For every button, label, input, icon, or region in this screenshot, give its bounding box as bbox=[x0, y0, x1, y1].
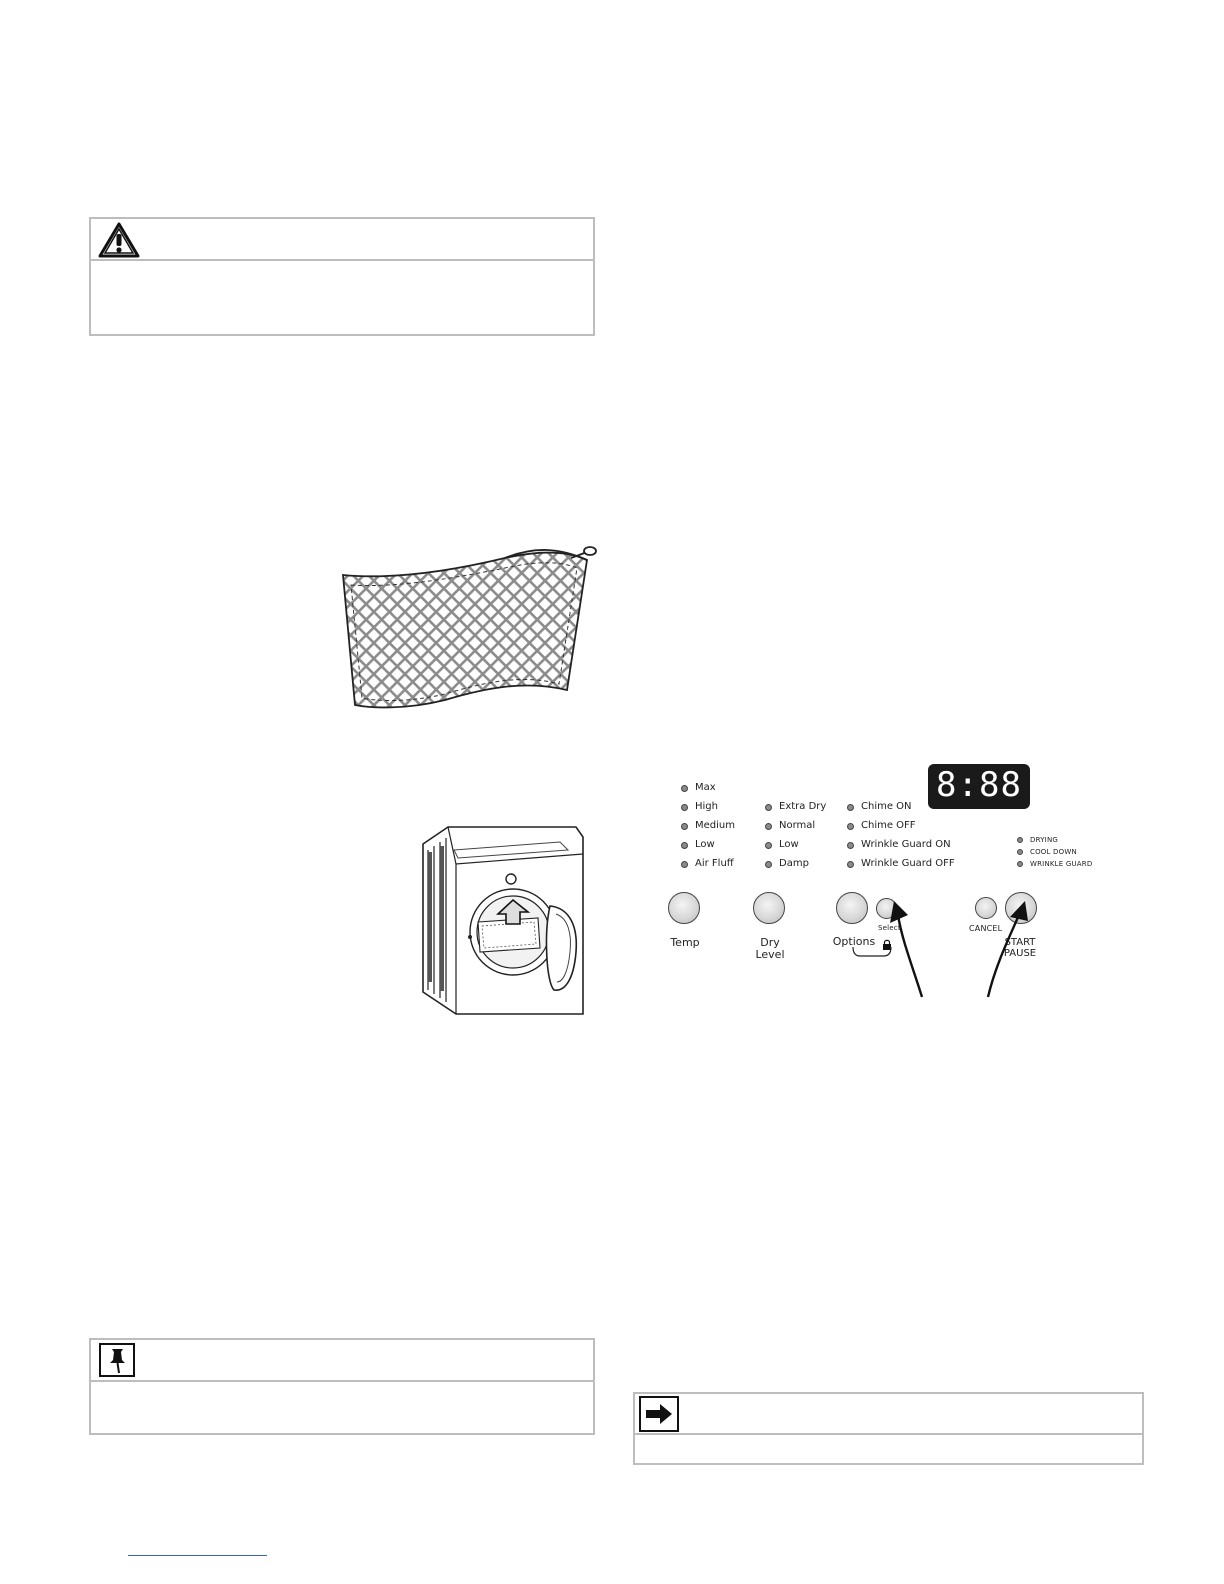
pause-label-line: PAUSE bbox=[1003, 948, 1037, 959]
cancel-button-label: CANCEL bbox=[969, 924, 1003, 933]
temp-option-label: Max bbox=[695, 782, 716, 793]
status-label: DRYING bbox=[1030, 836, 1059, 844]
warning-box bbox=[89, 217, 595, 336]
dry-label-line: Dry bbox=[760, 936, 780, 949]
tip-box-header bbox=[635, 1394, 1142, 1435]
option-label: Chime OFF bbox=[861, 820, 916, 831]
start-arrow bbox=[988, 915, 1019, 997]
status-label: COOL DOWN bbox=[1030, 848, 1077, 856]
dry-level-option-label: Low bbox=[779, 839, 799, 850]
status-label: WRINKLE GUARD bbox=[1030, 860, 1093, 868]
footer-link[interactable] bbox=[128, 1555, 267, 1556]
arrow-right-icon bbox=[639, 1396, 679, 1436]
pointer-arrows bbox=[650, 755, 1120, 1015]
time-display-value: 8:88 bbox=[936, 765, 1022, 805]
tip-box bbox=[633, 1392, 1144, 1465]
temp-option-label: Medium bbox=[695, 820, 735, 831]
dry-level-option-label: Extra Dry bbox=[779, 801, 827, 812]
dry-level-option-label: Damp bbox=[779, 858, 809, 869]
select-button-label: Select bbox=[878, 924, 901, 932]
control-panel bbox=[650, 755, 1120, 1015]
warning-triangle-icon bbox=[97, 221, 141, 263]
temp-button-label: Temp bbox=[670, 936, 700, 949]
pushpin-icon bbox=[99, 1343, 135, 1381]
note-box bbox=[89, 1338, 595, 1435]
lint-screen-image bbox=[335, 540, 610, 719]
level-label-line: Level bbox=[755, 948, 785, 961]
start-arrow-head bbox=[1010, 901, 1028, 921]
dry-level-option-label: Normal bbox=[779, 820, 816, 831]
temp-option-label: High bbox=[695, 801, 718, 812]
note-box-header bbox=[91, 1340, 593, 1382]
select-arrow bbox=[898, 915, 922, 997]
options-button-label: Options bbox=[832, 935, 876, 948]
temp-option-label: Air Fluff bbox=[695, 858, 734, 869]
warning-box-header bbox=[91, 219, 593, 261]
option-label: Wrinkle Guard ON bbox=[861, 839, 951, 850]
start-label-line: START bbox=[1004, 937, 1036, 948]
dryer-open-door-image bbox=[418, 822, 588, 1021]
option-label: Wrinkle Guard OFF bbox=[861, 858, 955, 869]
option-label: Chime ON bbox=[861, 801, 912, 812]
temp-option-label: Low bbox=[695, 839, 715, 850]
